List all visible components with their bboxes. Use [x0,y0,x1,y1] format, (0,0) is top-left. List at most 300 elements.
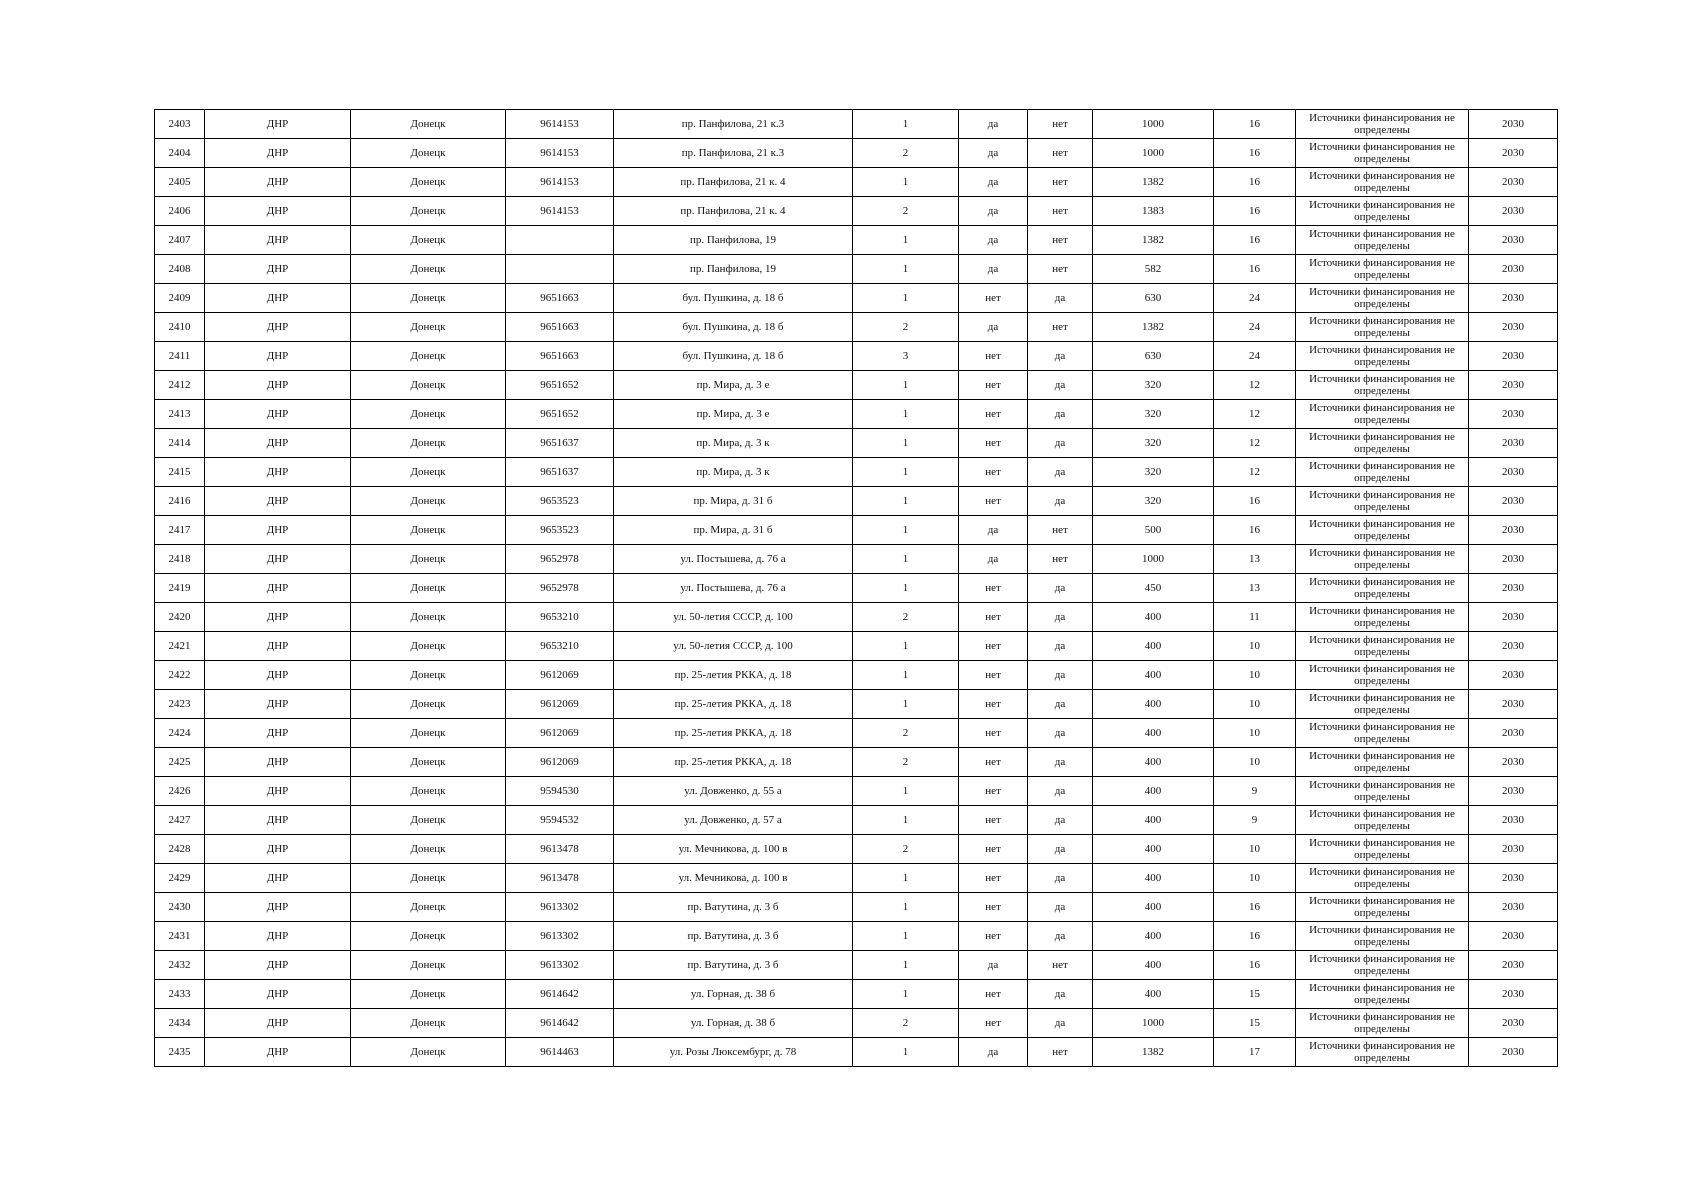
quantity-cell: 16 [1214,893,1296,922]
region-cell: ДНР [205,719,351,748]
yes-no-cell-a: нет [959,777,1028,806]
value-cell: 320 [1093,371,1214,400]
address-cell: пр. 25-летия РККА, д. 18 [614,719,853,748]
yes-no-cell-a: нет [959,835,1028,864]
code-cell: 9651663 [506,342,614,371]
table-row [155,429,1558,458]
region-cell: ДНР [205,313,351,342]
count-cell: 1 [853,545,959,574]
quantity-cell: 9 [1214,777,1296,806]
table-row [155,458,1558,487]
city-cell: Донецк [351,342,506,371]
yes-no-cell-a: нет [959,400,1028,429]
row-number-cell: 2403 [155,110,205,139]
row-number-cell: 2411 [155,342,205,371]
yes-no-cell-a: нет [959,632,1028,661]
year-cell: 2030 [1469,371,1558,400]
quantity-cell: 11 [1214,603,1296,632]
year-cell: 2030 [1469,516,1558,545]
funding-note-cell: Источники финансирования не определены [1296,487,1469,516]
address-cell: пр. Панфилова, 21 к. 4 [614,168,853,197]
yes-no-cell-b: нет [1028,255,1093,284]
yes-no-cell-b: нет [1028,168,1093,197]
city-cell: Донецк [351,632,506,661]
funding-note-cell: Источники финансирования не определены [1296,197,1469,226]
table-row [155,661,1558,690]
yes-no-cell-b: нет [1028,313,1093,342]
quantity-cell: 10 [1214,690,1296,719]
city-cell: Донецк [351,110,506,139]
table-row [155,748,1558,777]
funding-note-cell: Источники финансирования не определены [1296,139,1469,168]
region-cell: ДНР [205,139,351,168]
data-table [154,109,1558,1067]
address-cell: ул. 50-летия СССР, д. 100 [614,603,853,632]
quantity-cell: 16 [1214,168,1296,197]
table-row [155,197,1558,226]
address-cell: пр. Панфилова, 19 [614,226,853,255]
count-cell: 2 [853,197,959,226]
quantity-cell: 9 [1214,806,1296,835]
table-row [155,922,1558,951]
yes-no-cell-b: да [1028,603,1093,632]
city-cell: Донецк [351,574,506,603]
year-cell: 2030 [1469,226,1558,255]
row-number-cell: 2421 [155,632,205,661]
region-cell: ДНР [205,980,351,1009]
quantity-cell: 16 [1214,139,1296,168]
row-number-cell: 2434 [155,1009,205,1038]
yes-no-cell-a: нет [959,458,1028,487]
row-number-cell: 2415 [155,458,205,487]
yes-no-cell-a: да [959,168,1028,197]
region-cell: ДНР [205,777,351,806]
table-row [155,400,1558,429]
value-cell: 1000 [1093,110,1214,139]
address-cell: пр. Ватутина, д. 3 б [614,922,853,951]
table-row [155,139,1558,168]
value-cell: 400 [1093,835,1214,864]
value-cell: 500 [1093,516,1214,545]
count-cell: 1 [853,661,959,690]
region-cell: ДНР [205,632,351,661]
funding-note-cell: Источники финансирования не определены [1296,371,1469,400]
yes-no-cell-b: да [1028,429,1093,458]
city-cell: Донецк [351,429,506,458]
funding-note-cell: Источники финансирования не определены [1296,864,1469,893]
yes-no-cell-a: нет [959,980,1028,1009]
year-cell: 2030 [1469,922,1558,951]
row-number-cell: 2407 [155,226,205,255]
year-cell: 2030 [1469,661,1558,690]
value-cell: 400 [1093,690,1214,719]
count-cell: 2 [853,719,959,748]
value-cell: 400 [1093,951,1214,980]
table-row [155,168,1558,197]
code-cell: 9612069 [506,748,614,777]
funding-note-cell: Источники финансирования не определены [1296,313,1469,342]
count-cell: 2 [853,835,959,864]
table-row [155,864,1558,893]
yes-no-cell-b: нет [1028,197,1093,226]
address-cell: ул. Розы Люксембург, д. 78 [614,1038,853,1067]
table-row [155,545,1558,574]
table-body [155,110,1558,1067]
code-cell: 9651663 [506,313,614,342]
yes-no-cell-a: нет [959,603,1028,632]
year-cell: 2030 [1469,110,1558,139]
city-cell: Донецк [351,748,506,777]
yes-no-cell-a: да [959,545,1028,574]
funding-note-cell: Источники финансирования не определены [1296,690,1469,719]
region-cell: ДНР [205,545,351,574]
value-cell: 1000 [1093,545,1214,574]
count-cell: 2 [853,1009,959,1038]
year-cell: 2030 [1469,719,1558,748]
yes-no-cell-b: да [1028,748,1093,777]
funding-note-cell: Источники финансирования не определены [1296,400,1469,429]
table-row [155,574,1558,603]
city-cell: Донецк [351,893,506,922]
funding-note-cell: Источники финансирования не определены [1296,980,1469,1009]
code-cell: 9612069 [506,690,614,719]
year-cell: 2030 [1469,255,1558,284]
yes-no-cell-a: да [959,255,1028,284]
funding-note-cell: Источники финансирования не определены [1296,1009,1469,1038]
region-cell: ДНР [205,487,351,516]
value-cell: 320 [1093,429,1214,458]
count-cell: 1 [853,951,959,980]
funding-note-cell: Источники финансирования не определены [1296,516,1469,545]
year-cell: 2030 [1469,574,1558,603]
region-cell: ДНР [205,1038,351,1067]
value-cell: 400 [1093,632,1214,661]
year-cell: 2030 [1469,400,1558,429]
city-cell: Донецк [351,980,506,1009]
year-cell: 2030 [1469,197,1558,226]
quantity-cell: 24 [1214,284,1296,313]
value-cell: 400 [1093,661,1214,690]
year-cell: 2030 [1469,429,1558,458]
value-cell: 400 [1093,748,1214,777]
funding-note-cell: Источники финансирования не определены [1296,110,1469,139]
code-cell: 9651652 [506,371,614,400]
code-cell: 9653523 [506,516,614,545]
yes-no-cell-b: да [1028,342,1093,371]
city-cell: Донецк [351,777,506,806]
funding-note-cell: Источники финансирования не определены [1296,835,1469,864]
region-cell: ДНР [205,516,351,545]
year-cell: 2030 [1469,980,1558,1009]
quantity-cell: 12 [1214,400,1296,429]
quantity-cell: 13 [1214,574,1296,603]
quantity-cell: 16 [1214,516,1296,545]
funding-note-cell: Источники финансирования не определены [1296,748,1469,777]
count-cell: 1 [853,226,959,255]
address-cell: пр. Панфилова, 19 [614,255,853,284]
row-number-cell: 2409 [155,284,205,313]
year-cell: 2030 [1469,1009,1558,1038]
table-row [155,980,1558,1009]
address-cell: ул. Горная, д. 38 б [614,980,853,1009]
funding-note-cell: Источники финансирования не определены [1296,603,1469,632]
yes-no-cell-a: нет [959,284,1028,313]
row-number-cell: 2412 [155,371,205,400]
region-cell: ДНР [205,574,351,603]
address-cell: пр. Мира, д. 3 к [614,458,853,487]
quantity-cell: 10 [1214,719,1296,748]
funding-note-cell: Источники финансирования не определены [1296,893,1469,922]
yes-no-cell-a: да [959,951,1028,980]
year-cell: 2030 [1469,342,1558,371]
funding-note-cell: Источники финансирования не определены [1296,545,1469,574]
yes-no-cell-a: нет [959,429,1028,458]
address-cell: бул. Пушкина, д. 18 б [614,342,853,371]
address-cell: ул. Довженко, д. 57 а [614,806,853,835]
address-cell: ул. Постышева, д. 76 а [614,545,853,574]
yes-no-cell-b: да [1028,371,1093,400]
yes-no-cell-a: нет [959,574,1028,603]
code-cell: 9612069 [506,661,614,690]
table-row [155,951,1558,980]
yes-no-cell-a: нет [959,487,1028,516]
yes-no-cell-a: нет [959,806,1028,835]
count-cell: 1 [853,255,959,284]
data-table-container [154,109,1558,1067]
city-cell: Донецк [351,458,506,487]
region-cell: ДНР [205,226,351,255]
address-cell: бул. Пушкина, д. 18 б [614,313,853,342]
funding-note-cell: Источники финансирования не определены [1296,226,1469,255]
year-cell: 2030 [1469,748,1558,777]
quantity-cell: 12 [1214,371,1296,400]
quantity-cell: 16 [1214,922,1296,951]
code-cell: 9613302 [506,893,614,922]
yes-no-cell-b: да [1028,893,1093,922]
quantity-cell: 10 [1214,835,1296,864]
row-number-cell: 2427 [155,806,205,835]
year-cell: 2030 [1469,168,1558,197]
city-cell: Донецк [351,661,506,690]
value-cell: 400 [1093,922,1214,951]
count-cell: 1 [853,777,959,806]
funding-note-cell: Источники финансирования не определены [1296,574,1469,603]
quantity-cell: 16 [1214,110,1296,139]
year-cell: 2030 [1469,284,1558,313]
yes-no-cell-a: нет [959,661,1028,690]
code-cell: 9614153 [506,197,614,226]
quantity-cell: 24 [1214,313,1296,342]
count-cell: 1 [853,168,959,197]
yes-no-cell-b: да [1028,777,1093,806]
yes-no-cell-b: да [1028,835,1093,864]
address-cell: пр. Мира, д. 31 б [614,487,853,516]
city-cell: Донецк [351,487,506,516]
funding-note-cell: Источники финансирования не определены [1296,284,1469,313]
table-row [155,371,1558,400]
funding-note-cell: Источники финансирования не определены [1296,632,1469,661]
value-cell: 1382 [1093,313,1214,342]
code-cell: 9651652 [506,400,614,429]
value-cell: 1000 [1093,1009,1214,1038]
city-cell: Донецк [351,835,506,864]
yes-no-cell-b: да [1028,980,1093,1009]
yes-no-cell-b: да [1028,719,1093,748]
value-cell: 320 [1093,487,1214,516]
funding-note-cell: Источники финансирования не определены [1296,429,1469,458]
value-cell: 400 [1093,893,1214,922]
row-number-cell: 2423 [155,690,205,719]
yes-no-cell-a: нет [959,1009,1028,1038]
quantity-cell: 12 [1214,458,1296,487]
city-cell: Донецк [351,690,506,719]
region-cell: ДНР [205,371,351,400]
region-cell: ДНР [205,197,351,226]
table-row [155,487,1558,516]
table-row [155,110,1558,139]
row-number-cell: 2429 [155,864,205,893]
count-cell: 2 [853,603,959,632]
address-cell: пр. Мира, д. 3 е [614,400,853,429]
region-cell: ДНР [205,748,351,777]
address-cell: пр. 25-летия РККА, д. 18 [614,748,853,777]
yes-no-cell-a: да [959,1038,1028,1067]
city-cell: Донецк [351,545,506,574]
address-cell: пр. Мира, д. 3 к [614,429,853,458]
yes-no-cell-a: да [959,313,1028,342]
code-cell: 9652978 [506,574,614,603]
quantity-cell: 16 [1214,197,1296,226]
value-cell: 320 [1093,400,1214,429]
count-cell: 1 [853,458,959,487]
code-cell: 9612069 [506,719,614,748]
table-row [155,806,1558,835]
value-cell: 630 [1093,342,1214,371]
city-cell: Донецк [351,922,506,951]
row-number-cell: 2410 [155,313,205,342]
code-cell: 9614153 [506,168,614,197]
quantity-cell: 10 [1214,632,1296,661]
yes-no-cell-b: да [1028,922,1093,951]
row-number-cell: 2417 [155,516,205,545]
funding-note-cell: Источники финансирования не определены [1296,1038,1469,1067]
address-cell: ул. Постышева, д. 76 а [614,574,853,603]
address-cell: пр. Панфилова, 21 к.3 [614,110,853,139]
address-cell: ул. Горная, д. 38 б [614,1009,853,1038]
year-cell: 2030 [1469,893,1558,922]
quantity-cell: 17 [1214,1038,1296,1067]
table-row [155,632,1558,661]
code-cell: 9613302 [506,922,614,951]
value-cell: 1000 [1093,139,1214,168]
region-cell: ДНР [205,893,351,922]
quantity-cell: 10 [1214,864,1296,893]
table-row [155,835,1558,864]
value-cell: 400 [1093,777,1214,806]
yes-no-cell-b: нет [1028,951,1093,980]
address-cell: пр. Мира, д. 31 б [614,516,853,545]
code-cell: 9651637 [506,429,614,458]
yes-no-cell-a: нет [959,342,1028,371]
code-cell: 9613478 [506,864,614,893]
count-cell: 1 [853,574,959,603]
value-cell: 400 [1093,806,1214,835]
quantity-cell: 15 [1214,1009,1296,1038]
count-cell: 1 [853,864,959,893]
city-cell: Донецк [351,806,506,835]
code-cell: 9594532 [506,806,614,835]
yes-no-cell-b: нет [1028,139,1093,168]
region-cell: ДНР [205,168,351,197]
address-cell: пр. Панфилова, 21 к.3 [614,139,853,168]
yes-no-cell-a: нет [959,719,1028,748]
row-number-cell: 2435 [155,1038,205,1067]
quantity-cell: 12 [1214,429,1296,458]
address-cell: пр. Мира, д. 3 е [614,371,853,400]
city-cell: Донецк [351,226,506,255]
yes-no-cell-b: да [1028,458,1093,487]
row-number-cell: 2420 [155,603,205,632]
value-cell: 400 [1093,980,1214,1009]
address-cell: ул. Мечникова, д. 100 в [614,835,853,864]
code-cell [506,255,614,284]
count-cell: 1 [853,284,959,313]
quantity-cell: 24 [1214,342,1296,371]
yes-no-cell-b: нет [1028,226,1093,255]
city-cell: Донецк [351,255,506,284]
yes-no-cell-b: да [1028,632,1093,661]
code-cell: 9614463 [506,1038,614,1067]
value-cell: 582 [1093,255,1214,284]
region-cell: ДНР [205,864,351,893]
yes-no-cell-a: нет [959,893,1028,922]
year-cell: 2030 [1469,777,1558,806]
yes-no-cell-b: да [1028,487,1093,516]
row-number-cell: 2431 [155,922,205,951]
value-cell: 450 [1093,574,1214,603]
funding-note-cell: Источники финансирования не определены [1296,458,1469,487]
count-cell: 1 [853,980,959,1009]
code-cell: 9614153 [506,139,614,168]
funding-note-cell: Источники финансирования не определены [1296,777,1469,806]
city-cell: Донецк [351,371,506,400]
count-cell: 2 [853,139,959,168]
row-number-cell: 2418 [155,545,205,574]
table-row [155,226,1558,255]
row-number-cell: 2426 [155,777,205,806]
row-number-cell: 2425 [155,748,205,777]
funding-note-cell: Источники финансирования не определены [1296,255,1469,284]
address-cell: ул. 50-летия СССР, д. 100 [614,632,853,661]
city-cell: Донецк [351,864,506,893]
row-number-cell: 2416 [155,487,205,516]
quantity-cell: 16 [1214,487,1296,516]
region-cell: ДНР [205,835,351,864]
yes-no-cell-a: да [959,226,1028,255]
table-row [155,1009,1558,1038]
row-number-cell: 2419 [155,574,205,603]
region-cell: ДНР [205,110,351,139]
value-cell: 1382 [1093,226,1214,255]
table-row [155,1038,1558,1067]
code-cell: 9651663 [506,284,614,313]
row-number-cell: 2432 [155,951,205,980]
funding-note-cell: Источники финансирования не определены [1296,168,1469,197]
value-cell: 1382 [1093,1038,1214,1067]
city-cell: Донецк [351,313,506,342]
year-cell: 2030 [1469,313,1558,342]
count-cell: 1 [853,806,959,835]
